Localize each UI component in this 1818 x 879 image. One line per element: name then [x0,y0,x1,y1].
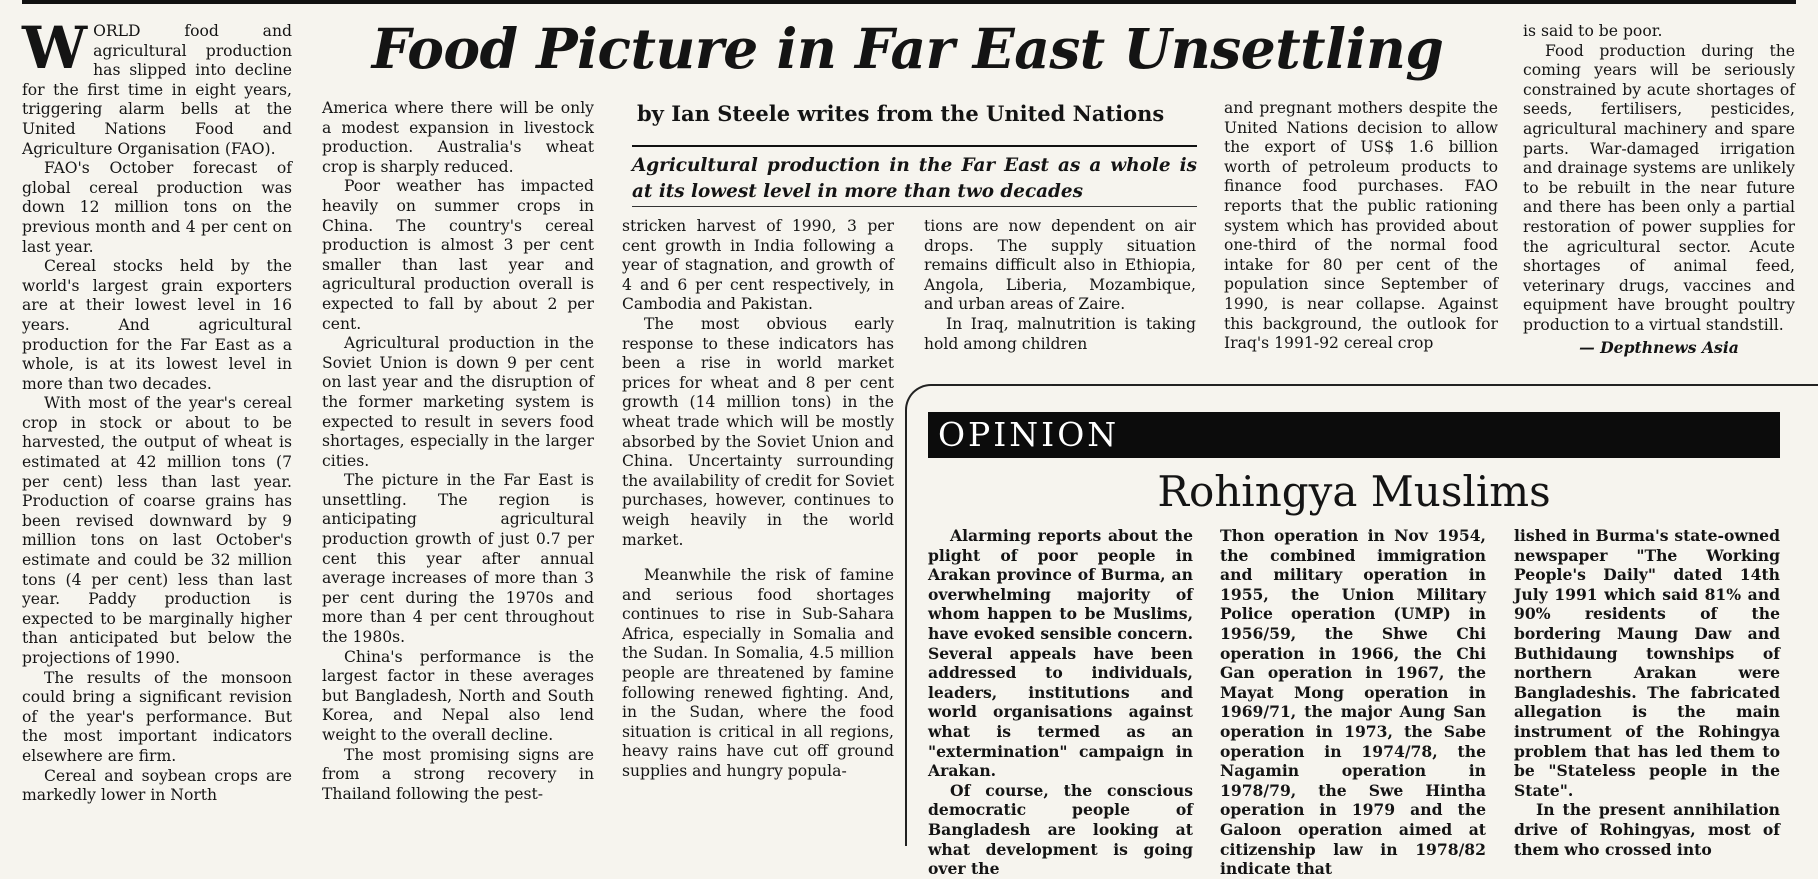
editorial-paragraph: Of course, the conscious democratic people of Bangladesh are looking at what development is going over the [928,780,1193,879]
article-credit: — Depthnews Asia [1579,337,1739,357]
article-paragraph: In Iraq, malnutrition is taking hold among children [924,314,1196,353]
article-column-6 [1523,22,1795,357]
editorial-column-2 [1220,526,1486,879]
article-paragraph: The picture in the Far East is unsettling. The region is anticipating agricultural production growth of just 0.7 per cent this year after annual average increases of more than 3 per cent during the 1970s and more than 4 per cent throughout the 1980s. [322,471,594,647]
article-paragraph: America where there will be only a modest expansion in livestock production. Australia's wheat crop is sharply reduced. [322,99,594,176]
article-paragraph: tions are now dependent on air drops. The supply situation remains difficult also in Ethiopia, Angola, Liberia, Mozambique, and urban areas of Zaire. [924,217,1196,314]
article-paragraph: The most promising signs are from a strong recovery in Thailand following the pest- [322,745,594,803]
deck-rule [632,145,1197,147]
deck-rule [632,206,1197,207]
article-paragraph: Agricultural production in the Soviet Union is down 9 per cent on last year and the disruption of the former marketing system is expected to result in severs food shortages, especially in the larger cities. [322,334,594,470]
top-rule [22,0,1796,4]
article-paragraph: WORLD food and agricultural production has slipped into decline for the first time in eight years, triggering alarm bells at the United Nations Food and Agriculture Organisation (FAO). [22,14,292,158]
article-column-2 [322,99,594,804]
opinion-label: OPINION [938,415,1120,454]
editorial-paragraph: lished in Burma's state-owned newspaper "The Working People's Daily" dated 14th July 1991 which said 81% and 90% residents of the bordering Maung Daw and Buthidaung townships of northern Arakan were Bangladeshis. The fabricated allegation is the main instrument of the Rohingya problem that has led them to be "Stateless people in the State". [1514,526,1780,800]
article-paragraph: The results of the monsoon could bring a significant revision of the year's performance. But the most important indicators elsewhere are firm. [22,668,292,765]
article-column-3 [622,217,894,782]
article-column-1 [22,14,292,806]
deck: Agricultural production in the Far East as a whole is at its lowest level in more than two decades [632,155,1197,202]
article-paragraph: is said to be poor. [1523,22,1663,40]
article-paragraph: The most obvious early response to these indicators has been a rise in world market prices for wheat and 8 per cent growth (14 million tons) in the wheat trade which will be mostly absorbed by the Soviet Union and China. Uncertainty surrounding the availability of credit for Soviet purchases, however, continues to weigh heavily in the world market. [622,314,894,549]
editorial-column-3 [1514,526,1780,859]
article-paragraph: China's performance is the largest factor in these averages but Bangladesh, North and South Korea, and Nepal also lend weight to the overall decline. [322,647,594,744]
article-paragraph: Cereal stocks held by the world's largest grain exporters are at their lowest level in 16 years. And agricultural production for the Far East as a whole, is at its lowest level in more than two decades. [22,257,292,393]
editorial-column-1 [928,526,1193,879]
editorial-paragraph: Alarming reports about the plight of poor people in Arakan province of Burma, an overwhelming majority of whom happen to be Muslims, have evoked sensible concern. Several appeals have been addressed to individuals, leaders, institutions and world organisations against what is termed as an "extermination" campaign in Arakan. [928,526,1193,781]
article-paragraph: Poor weather has impacted heavily on summer crops in China. The country's cereal production is almost 3 per cent smaller than last year and agricultural production overall is expected to fall by about 2 per cent. [322,177,594,333]
byline: by Ian Steele writes from the United Nations [637,101,1165,126]
article-paragraph: Food production during the coming years will be seriously constrained by acute shortages of seeds, fertilisers, pesticides, agricultural machinery and spare parts. War-damaged irrigation and drainage systems are unlikely to be rebuilt in the near future and there has been only a partial restoration of power supplies for the agricultural sector. Acute shortages of animal feed, veterinary drugs, vaccines and equipment have brought poultry production to a virtual standstill. [1523,41,1795,334]
article-column-5 [1224,99,1498,354]
article-paragraph: and pregnant mothers despite the United Nations decision to allow the export of US$ 1.6 billion worth of petroleum products to finance food purchases. FAO reports that the public rationing system which has provided about one-third of the normal food intake for 80 per cent of the population since September of 1990, is near collapse. Against this background, the outlook for Iraq's 1991-92 cereal crop [1224,99,1498,353]
article-paragraph: With most of the year's cereal crop in stock or about to be harvested, the output of wheat is estimated at 42 million tons (7 per cent) less than last year. Production of coarse grains has been revised downward by 9 million tons on last October's estimate and could be 32 million tons (4 per cent) less than last year. Paddy production is expected to be marginally higher than anticipated but below the projections of 1990. [22,394,292,667]
article-paragraph: Cereal and soybean crops are markedly lower in North [22,766,292,805]
drop-cap: W [22,14,88,82]
article-paragraph: stricken harvest of 1990, 3 per cent growth in India following a year of stagnation, and growth of 4 and 6 per cent respectively, in Cambodia and Pakistan. [622,217,894,314]
article-paragraph: Meanwhile the risk of famine and serious food shortages continues to rise in Sub-Sahara Africa, especially in Somalia and the Sudan. In Somalia, 4.5 million people are threatened by famine following renewed fighting. And, in the Sudan, where the food situation is critical in all regions, heavy rains have cut off ground supplies and hungry popula- [622,566,894,781]
article-column-4 [924,217,1196,354]
headline: Food Picture in Far East Unsettling [371,16,1444,81]
article-paragraph: FAO's October forecast of global cereal production was down 12 million tons on the previous month and 4 per cent on last year. [22,159,292,256]
editorial-paragraph: Thon operation in Nov 1954, the combined immigration and military operation in 1955, the Union Military Police operation (UMP) in 1956/59, the Shwe Chi operation in 1966, the Chi Gan operation in 1967, the Mayat Mong operation in 1969/71, the major Aung San operation in 1973, the Sabe operation in 1974/78, the Nagamin operation in 1978/79, the Swe Hintha operation in 1979 and the Galoon operation aimed at citizenship law in 1978/82 indicate that [1220,526,1486,879]
editorial-title: Rohingya Muslims [1157,467,1551,516]
editorial-paragraph: In the present annihilation drive of Rohingyas, most of them who crossed into [1514,800,1780,859]
